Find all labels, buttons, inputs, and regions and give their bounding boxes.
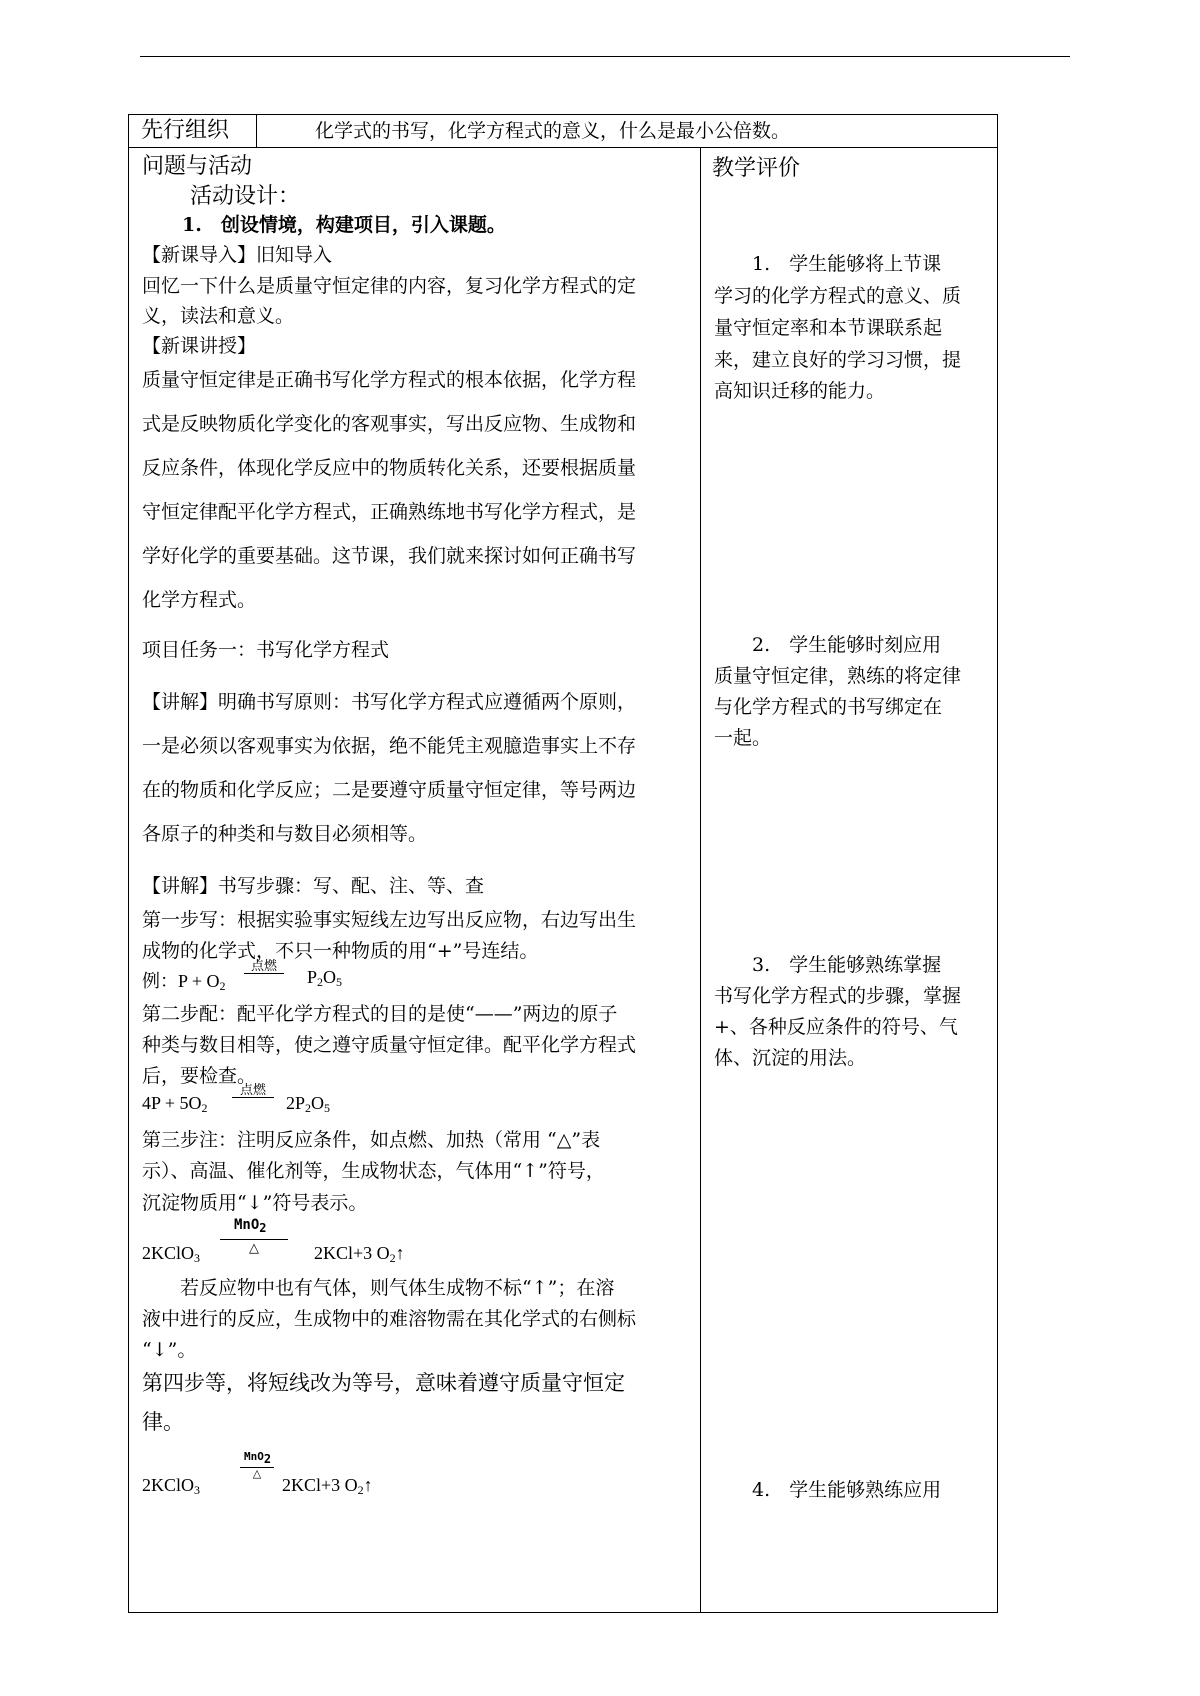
paragraph-line: 沉淀物质用“↓”符号表示。 [142, 1192, 368, 1214]
paragraph-line: 一是必须以客观事实为依据，绝不能凭主观臆造事实上不存 [142, 735, 637, 757]
task1-title: 项目任务一：书写化学方程式 [142, 639, 390, 661]
evaluation-line: 质量守恒定律，熟练的将定律 [714, 665, 962, 687]
intro-text: 回忆一下什么是质量守恒定律的内容，复习化学方程式的定 [142, 275, 637, 297]
paragraph-line: 液中进行的反应，生成物中的难溶物需在其化学式的右侧标 [142, 1308, 637, 1330]
paragraph-line: 第一步写：根据实验事实短线左边写出反应物，右边写出生 [142, 909, 637, 931]
catalyst-label: MnO$_2$ [234, 1217, 267, 1235]
teaching-evaluation-heading: 教学评价 [712, 156, 801, 181]
heating-symbol: △ [252, 1467, 262, 1480]
paragraph-line: 【讲解】书写步骤：写、配、注、等、查 [142, 875, 485, 897]
page-top-rule [140, 56, 1070, 57]
paragraph-line: 律。 [142, 1410, 184, 1434]
equation-reactants: 4P + 5O [142, 1093, 202, 1113]
reaction-arrow-line [232, 1097, 274, 1098]
evaluation-line: 4. 学生能够熟练应用 [752, 1479, 942, 1501]
step1-title: 1. 创设情境，构建项目，引入课题。 [182, 214, 506, 236]
evaluation-line: 1. 学生能够将上节课 [752, 253, 942, 275]
advance-organizer-label: 先行组织 [129, 115, 257, 147]
paragraph-line: 各原子的种类和与数目必须相等。 [142, 823, 428, 845]
column-divider [700, 147, 701, 1612]
equation-example-3: 2KClO$_3$ [142, 1243, 201, 1265]
catalyst-label: MnO$_2$ [244, 1450, 272, 1466]
paragraph-line: 种类与数目相等，使之遵守质量守恒定律。配平化学方程式 [142, 1034, 637, 1056]
paragraph-line: 成物的化学式，不只一种物质的用“+”号连结。 [142, 940, 539, 962]
evaluation-line: 来，建立良好的学习习惯，提 [714, 349, 962, 371]
equation-example-4: 2KClO$_3$ [142, 1475, 201, 1497]
paragraph-line: 后，要检查。 [142, 1065, 257, 1087]
paragraph-line: 在的物质和化学反应；二是要遵守质量守恒定律，等号两边 [142, 779, 637, 801]
advance-organizer-row [128, 114, 998, 148]
paragraph-line: 质量守恒定律是正确书写化学方程式的根本依据，化学方程 [142, 369, 637, 391]
lesson-table [128, 147, 998, 1613]
evaluation-line: 书写化学方程式的步骤，掌握 [714, 985, 962, 1007]
equation-products: 2KCl+3 $O_2↑$ [314, 1243, 405, 1265]
paragraph-line: 学好化学的重要基础。这节课，我们就来探讨如何正确书写 [142, 545, 637, 567]
evaluation-line: 与化学方程式的书写绑定在 [714, 696, 943, 718]
equation-reactants: 2KClO [142, 1475, 195, 1495]
reaction-arrow-line [220, 1239, 288, 1240]
reaction-arrow-line [244, 973, 284, 974]
evaluation-line: 2. 学生能够时刻应用 [752, 634, 942, 656]
activity-design-subheading: 活动设计： [190, 184, 301, 209]
equation-example-2: $4P + 5O_2$ [142, 1093, 208, 1115]
advance-organizer-value: 化学式的书写，化学方程式的意义，什么是最小公倍数。 [315, 120, 791, 142]
intro-label: 【新课导入】旧知导入 [142, 244, 333, 266]
equation-reactants: 2KClO [142, 1243, 195, 1263]
evaluation-line: 体、沉淀的用法。 [714, 1047, 867, 1069]
paragraph-line: 化学方程式。 [142, 589, 257, 611]
evaluation-line: 一起。 [714, 727, 772, 749]
reaction-condition: 点燃 [250, 959, 277, 974]
paragraph-line: “↓”。 [142, 1339, 197, 1361]
evaluation-line: 高知识迁移的能力。 [714, 380, 886, 402]
equation-products: $P_2O_5$ [307, 967, 343, 989]
evaluation-line: 3. 学生能够熟练掌握 [752, 954, 942, 976]
paragraph-line: 第三步注：注明反应条件，如点燃、加热（常用 “△”表 [142, 1129, 601, 1151]
equation-reactants: 例：P + O [142, 971, 220, 991]
equation-products: 2KCl+3 $O_2↑$ [282, 1475, 373, 1497]
problems-activities-heading: 问题与活动 [142, 154, 253, 179]
reaction-condition: 点燃 [239, 1083, 266, 1098]
paragraph-line: 示）、高温、催化剂等，生成物状态，气体用“↑”符号， [142, 1160, 605, 1182]
heating-symbol: △ [249, 1241, 259, 1256]
evaluation-line: 量守恒定率和本节课联系起 [714, 317, 943, 339]
paragraph-line: 守恒定律配平化学方程式，正确熟练地书写化学方程式，是 [142, 501, 637, 523]
evaluation-line: 学习的化学方程式的意义、质 [714, 285, 962, 307]
paragraph-line: 式是反映物质化学变化的客观事实，写出反应物、生成物和 [142, 413, 637, 435]
paragraph-line: 反应条件，体现化学反应中的物质转化关系，还要根据质量 [142, 457, 637, 479]
paragraph-line: 第四步等，将短线改为等号，意味着遵守质量守恒定 [142, 1371, 625, 1395]
equation-products: $2P_2O_5$ [286, 1093, 331, 1115]
intro-text: 义，读法和意义。 [142, 305, 295, 327]
paragraph-line: 若反应物中也有气体，则气体生成物不标“↑”；在溶 [180, 1277, 615, 1299]
equation-example-1: 例：$P + O_2$ [142, 971, 226, 993]
evaluation-line: +、各种反应条件的符号、气 [714, 1016, 958, 1038]
paragraph-line: 第二步配：配平化学方程式的目的是使“——”两边的原子 [142, 1003, 618, 1025]
lecture-label: 【新课讲授】 [142, 335, 257, 357]
paragraph-line: 【讲解】明确书写原则：书写化学方程式应遵循两个原则， [142, 691, 637, 713]
